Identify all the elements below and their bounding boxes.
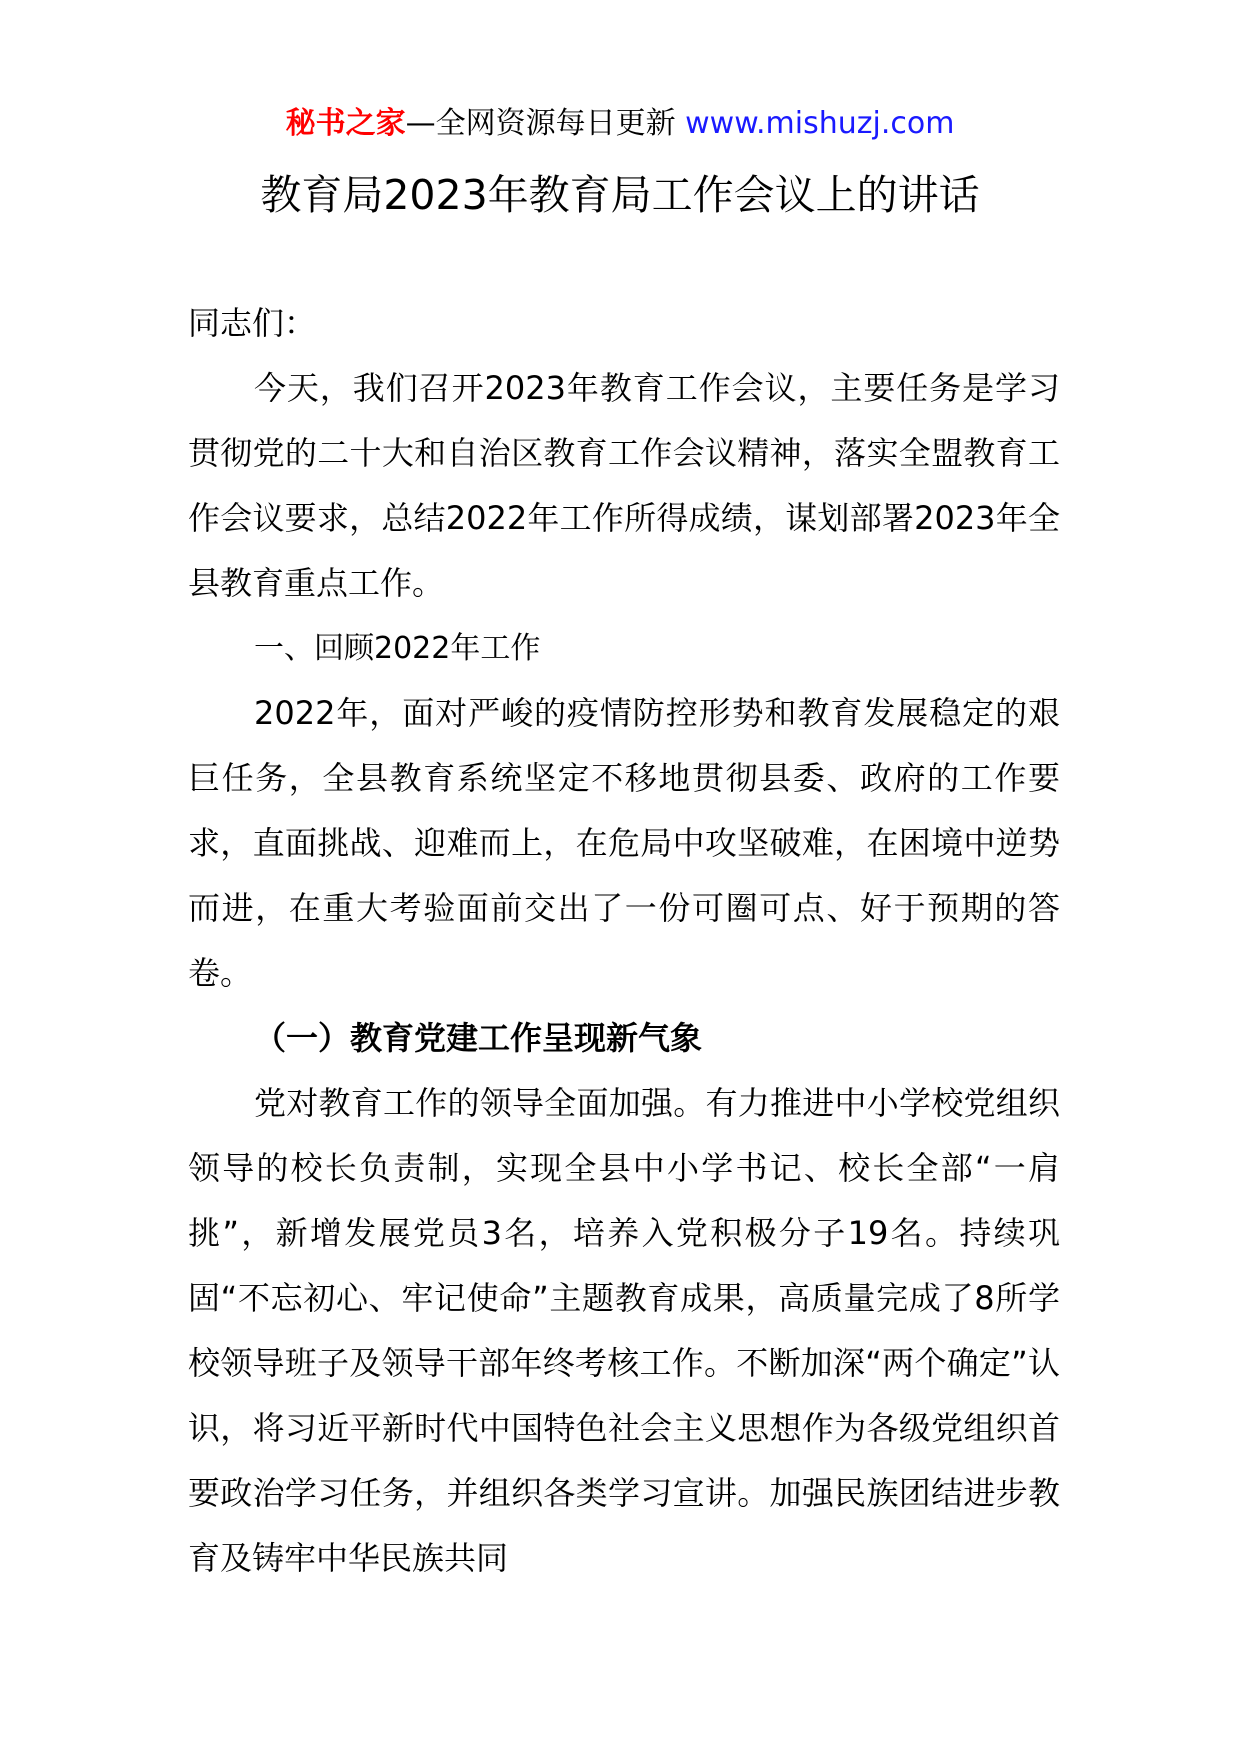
section-heading: 一、回顾2022年工作 [254,631,541,666]
subsection-paragraph: 党对教育工作的领导全面加强。有力推进中小学校党组织领导的校长负责制，实现全县中小学书记、校长全部“一肩挑”，新增发展党员3名，培养入党积极分子19名。持续巩固“不忘初心、牢记使命”主题教育成果，高质量完成了8所学校领导班子及领导干部年终考核工作。不断加深“两个确定”认识，将习近平新时代中国特色社会主义思想作为各级党组织首要政治学习任务，并组织各类学习宣讲。加强民族团结进步教育及铸牢中华民族共同 [188,1084,1060,1577]
brand-name: 秘书之家 [285,106,406,141]
salutation: 同志们： [188,304,317,342]
section-paragraph: 2022年，面对严峻的疫情防控形势和教育发展稳定的艰巨任务，全县教育系统坚定不移地贯彻县委、政府的工作要求，直面挑战、迎难而上，在危局中攻坚破难，在困境中逆势而进，在重大考验面前交出了一份可圈可点、好于预期的答卷。 [188,694,1060,992]
header-banner [0,100,1240,148]
site-url: www.mishuzj.com [685,106,955,141]
document-title: 教育局2023年教育局工作会议上的讲话 [260,171,980,219]
document-body [188,291,1060,1591]
subsection-heading: （一）教育党建工作呈现新气象 [254,1019,703,1057]
intro-paragraph: 今天，我们召开2023年教育工作会议，主要任务是学习贯彻党的二十大和自治区教育工作会议精神，落实全盟教育工作会议要求，总结2022年工作所得成绩，谋划部署2023年全县教育重点工作。 [188,369,1060,602]
header-tagline: —全网资源每日更新 [405,106,686,141]
